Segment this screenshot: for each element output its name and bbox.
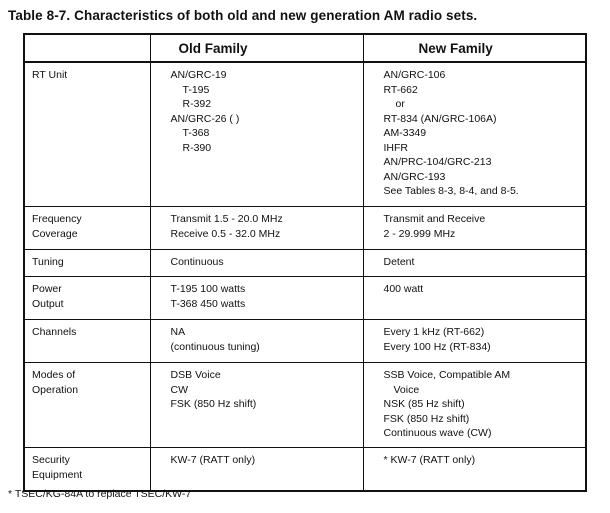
row-channels bbox=[24, 320, 586, 363]
new-family-line: RT-662 bbox=[383, 83, 418, 96]
row-label-line: Output bbox=[32, 297, 64, 310]
row-label-line: Frequency bbox=[32, 213, 82, 225]
old-family-line: FSK (850 Hz shift) bbox=[170, 398, 257, 410]
old-family-line: DSB Voice bbox=[170, 369, 221, 381]
new-family-line: RT-834 (AN/GRC-106A) bbox=[383, 112, 497, 125]
old-family-cell bbox=[150, 320, 363, 363]
row-label-line: Operation bbox=[32, 383, 79, 396]
row-label-line: Power bbox=[32, 283, 62, 295]
old-family-cell bbox=[150, 277, 363, 320]
header-col2: Old Family bbox=[178, 40, 248, 56]
characteristics-table bbox=[23, 33, 587, 492]
old-family-cell bbox=[150, 62, 363, 207]
new-family-line: or bbox=[395, 98, 405, 110]
row-label-line: RT Unit bbox=[32, 69, 68, 81]
old-family-cell bbox=[150, 363, 363, 448]
old-family-line: T-195 bbox=[182, 83, 210, 96]
row-modes-of-operation bbox=[24, 363, 586, 448]
old-family-line: R-392 bbox=[182, 98, 212, 110]
old-family-line: T-368 450 watts bbox=[170, 297, 246, 310]
new-family-line: * KW-7 (RATT only) bbox=[383, 454, 476, 466]
new-family-line: Continuous wave (CW) bbox=[383, 427, 492, 439]
row-security-equipment bbox=[24, 448, 586, 492]
row-tuning bbox=[24, 250, 586, 277]
table-header-row bbox=[24, 34, 586, 62]
row-label-cell bbox=[24, 320, 150, 363]
row-label-cell bbox=[24, 277, 150, 320]
new-family-line: 2 - 29.999 MHz bbox=[383, 227, 456, 240]
old-family-line: R-390 bbox=[182, 141, 212, 154]
old-family-cell bbox=[150, 207, 363, 250]
row-label-line: Equipment bbox=[32, 468, 83, 481]
old-family-line: Continuous bbox=[170, 256, 224, 268]
new-family-line: IHFR bbox=[383, 141, 408, 154]
old-family-line: Transmit 1.5 - 20.0 MHz bbox=[170, 213, 283, 225]
new-family-line: FSK (850 Hz shift) bbox=[383, 412, 470, 425]
new-family-line: 400 watt bbox=[383, 283, 424, 295]
new-family-cell bbox=[363, 363, 586, 448]
row-label-line: Modes of bbox=[32, 369, 76, 381]
row-label-cell bbox=[24, 250, 150, 277]
row-label-cell bbox=[24, 363, 150, 448]
row-label-line: Channels bbox=[32, 326, 77, 338]
old-family-line: KW-7 (RATT only) bbox=[170, 454, 256, 466]
row-label-cell bbox=[24, 448, 150, 492]
old-family-line: AN/GRC-19 bbox=[170, 69, 227, 81]
new-family-line: Every 100 Hz (RT-834) bbox=[383, 340, 491, 353]
row-rt-unit bbox=[24, 62, 586, 207]
new-family-line: NSK (85 Hz shift) bbox=[383, 398, 465, 410]
old-family-cell bbox=[150, 250, 363, 277]
row-power-output bbox=[24, 277, 586, 320]
new-family-line: Voice bbox=[393, 383, 420, 396]
row-label-cell bbox=[24, 62, 150, 207]
new-family-line: AN/GRC-106 bbox=[383, 69, 446, 81]
old-family-line: T-368 bbox=[182, 127, 210, 139]
header-old-family bbox=[150, 34, 363, 62]
header-col3: New Family bbox=[418, 40, 493, 56]
old-family-line: Receive 0.5 - 32.0 MHz bbox=[170, 227, 281, 240]
table-body bbox=[24, 62, 586, 491]
new-family-line: SSB Voice, Compatible AM bbox=[383, 369, 511, 381]
header-blank-cell bbox=[24, 34, 150, 62]
old-family-line: (continuous tuning) bbox=[170, 340, 260, 353]
footnote: * TSEC/KG-84A to replace TSEC/KW-7 bbox=[8, 488, 192, 500]
new-family-line: Detent bbox=[383, 256, 415, 268]
row-label-line: Security bbox=[32, 454, 70, 466]
new-family-cell bbox=[363, 448, 586, 492]
new-family-line: AM-3349 bbox=[383, 127, 427, 139]
header-new-family bbox=[363, 34, 586, 62]
new-family-line: Every 1 kHz (RT-662) bbox=[383, 326, 485, 338]
new-family-cell bbox=[363, 207, 586, 250]
new-family-cell bbox=[363, 320, 586, 363]
row-label-line: Coverage bbox=[32, 227, 78, 240]
row-label-line: Tuning bbox=[32, 256, 64, 268]
new-family-cell bbox=[363, 62, 586, 207]
row-frequency-coverage bbox=[24, 207, 586, 250]
old-family-cell bbox=[150, 448, 363, 492]
new-family-cell bbox=[363, 277, 586, 320]
new-family-line: Transmit and Receive bbox=[383, 213, 486, 225]
table-title: Table 8-7. Characteristics of both old and new generation AM radio sets. bbox=[8, 8, 478, 23]
old-family-line: NA bbox=[170, 326, 186, 338]
row-label-cell bbox=[24, 207, 150, 250]
new-family-line: AN/GRC-193 bbox=[383, 170, 446, 183]
new-family-line: See Tables 8-3, 8-4, and 8-5. bbox=[383, 185, 519, 197]
new-family-line: AN/PRC-104/GRC-213 bbox=[383, 156, 492, 168]
new-family-cell bbox=[363, 250, 586, 277]
old-family-line: AN/GRC-26 ( ) bbox=[170, 112, 240, 125]
old-family-line: T-195 100 watts bbox=[170, 283, 246, 295]
old-family-line: CW bbox=[170, 383, 188, 396]
